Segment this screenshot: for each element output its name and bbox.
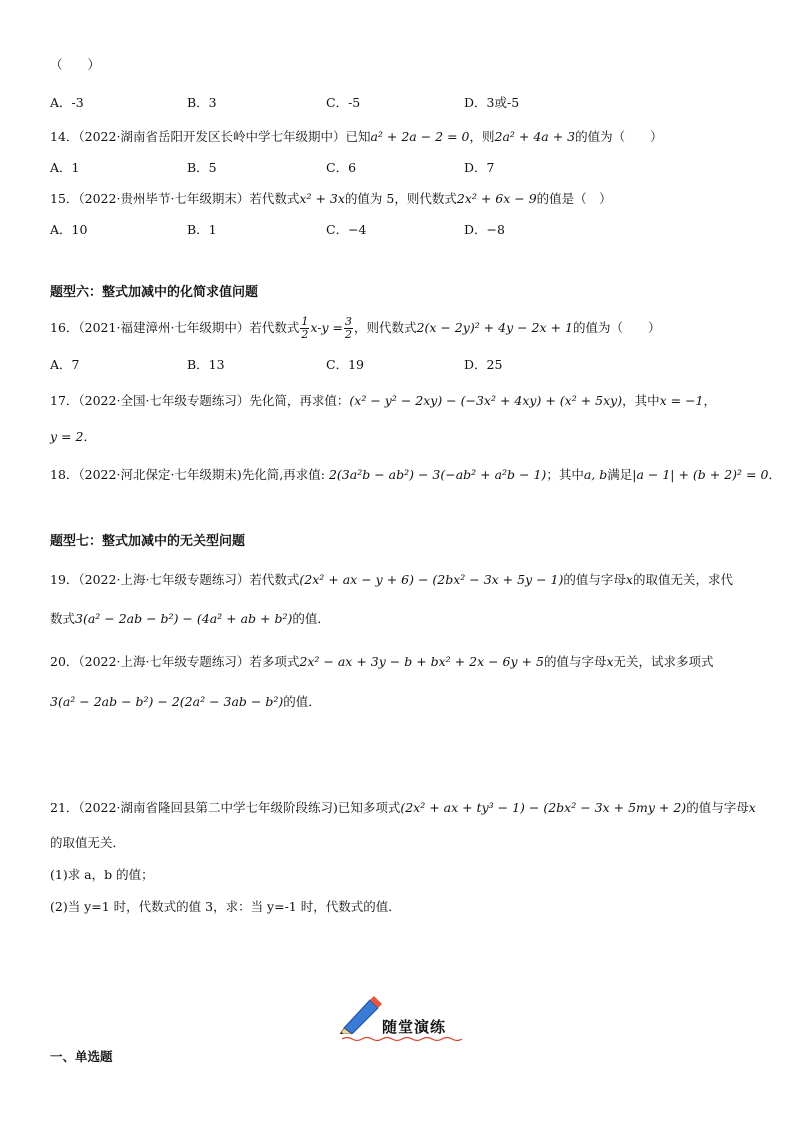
q20-suffix: 无关，试求多项式	[613, 654, 714, 669]
q21-prefix: 21．（2022·湖南省隆回县第二中学七年级阶段练习)已知多项式	[50, 800, 401, 815]
q17-cond1: x = −1	[659, 393, 704, 408]
q15-option-c: C．−4	[326, 222, 367, 237]
q21-mid: 的值与字母	[686, 800, 749, 815]
q14-expr2: 2a² + 4a + 3	[494, 129, 576, 144]
q19-mid: 的值与字母	[563, 572, 626, 587]
banner-underline	[342, 1036, 462, 1042]
q20-var: x	[606, 654, 614, 669]
q14-mid: ，则	[469, 129, 495, 144]
q15-option-a: A．10	[50, 222, 88, 237]
q14-option-b: B．5	[187, 160, 217, 175]
q15-mid: 的值为 5，则代数式	[344, 191, 457, 206]
q15-expr1: x² + 3x	[299, 191, 345, 206]
q17-cond2: y = 2	[50, 429, 84, 444]
q15-prefix: 15．（2022·贵州毕节·七年级期末）若代数式	[50, 191, 300, 206]
q20-stem-line2	[50, 693, 321, 711]
q16-frac2-den: 2	[344, 328, 352, 341]
q18-end: ．	[768, 467, 781, 482]
q14-option-c: C．6	[326, 160, 357, 175]
section-single-choice: 一、单选题	[50, 1049, 113, 1064]
q15-option-b: B．1	[187, 222, 217, 237]
q21-sub2: (2)当 y=1 时，代数式的值 3，求：当 y=-1 时，代数式的值．	[50, 899, 401, 914]
q16-suffix: 的值为（ ）	[572, 320, 661, 335]
q13-option-c: C．-5	[326, 95, 361, 110]
q16-mid: ，则代数式	[353, 320, 417, 335]
q19-line2-prefix: 数式	[50, 611, 76, 626]
q19-stem-line2	[50, 610, 330, 628]
q13-option-d: D．3或-5	[464, 95, 520, 110]
q15-stem	[50, 190, 612, 208]
q16-option-c: C．19	[326, 357, 364, 372]
q16-fraction-2	[344, 316, 353, 341]
q21-stem	[50, 799, 756, 817]
q13-option-a: A．-3	[50, 95, 84, 110]
q19-line2-suffix: 的值．	[292, 611, 330, 626]
q15-suffix: 的值是（ ）	[536, 191, 612, 206]
q18-cond-text: 满足	[607, 467, 633, 482]
q17-mid: ，其中	[622, 393, 660, 408]
q16-stem	[50, 314, 660, 342]
q16-option-a: A．7	[50, 357, 80, 372]
q21-expr: (2x² + ax + ty³ − 1) − (2bx² − 3x + 5my + 2)	[400, 800, 687, 815]
q16-prefix: 16．（2021·福建漳州·七年级期中）若代数式	[50, 320, 300, 335]
q17-expr: (x² − y² − 2xy) − (−3x² + 4xy) + (x² + 5xy)	[349, 393, 623, 408]
q19-expr1: (2x² + ax − y + 6) − (2bx² − 3x + 5y − 1)	[299, 572, 564, 587]
q17-stem	[50, 392, 716, 410]
q19-prefix: 19．（2022·上海·七年级专题练习）若代数式	[50, 572, 300, 587]
q19-suffix: 的取值无关，求代	[632, 572, 733, 587]
q15-option-d: D．−8	[464, 222, 505, 237]
heading-type-6: 题型六：整式加减中的化简求值问题	[50, 285, 259, 300]
q20-prefix: 20．（2022·上海·七年级专题练习）若多项式	[50, 654, 300, 669]
pencil-icon	[336, 994, 382, 1034]
q21-sub1: (1)求 a，b 的值；	[50, 867, 154, 882]
q19-expr2: 3(a² − 2ab − b²) − (4a² + ab + b²)	[75, 611, 293, 626]
q16-expr-mid: x-y =	[310, 320, 343, 335]
q14-suffix: 的值为（ ）	[575, 129, 663, 144]
q14-expr1: a² + 2a − 2 = 0	[370, 129, 470, 144]
q16-option-d: D．25	[464, 357, 503, 372]
q18-cond: |a − 1| + (b + 2)² = 0	[632, 467, 769, 482]
q14-option-d: D．7	[464, 160, 495, 175]
q21-var: x	[748, 800, 756, 815]
q18-stem	[50, 466, 781, 484]
q20-expr1: 2x² − ax + 3y − b + bx² + 2x − 6y + 5	[299, 654, 544, 669]
top-paren: （ ）	[50, 57, 101, 72]
q14-stem	[50, 128, 663, 146]
q17-end: ．	[83, 429, 96, 444]
q17-stem-line2	[50, 428, 96, 446]
q18-vars: a, b	[583, 467, 608, 482]
q16-frac1-den: 2	[301, 328, 309, 341]
q17-comma: ，	[703, 393, 717, 408]
heading-type-7: 题型七：整式加减中的无关型问题	[50, 534, 246, 549]
q20-mid: 的值与字母	[543, 654, 607, 669]
q18-prefix: 18．（2022·河北保定·七年级期末)先化简,再求值:	[50, 467, 325, 482]
q14-option-a: A．1	[50, 160, 80, 175]
q16-frac1-num: 1	[301, 315, 309, 328]
q14-prefix: 14．（2022·湖南省岳阳开发区长岭中学七年级期中）已知	[50, 129, 371, 144]
q19-var: x	[625, 572, 633, 587]
q13-option-b: B．3	[187, 95, 217, 110]
q16-fraction-1	[300, 316, 309, 341]
banner-title: 随堂演练	[382, 1018, 447, 1036]
q18-mid: ；其中	[546, 467, 584, 482]
q21-stem-line2: 的取值无关．	[50, 835, 126, 850]
q16-frac2-num: 3	[344, 315, 352, 328]
q17-prefix: 17．（2022·全国·七年级专题练习）先化简，再求值：	[50, 393, 350, 408]
q20-expr2: 3(a² − 2ab − b²) − 2(2a² − 3ab − b²)	[50, 694, 284, 709]
q16-option-b: B．13	[187, 357, 225, 372]
q18-expr: 2(3a²b − ab²) − 3(−ab² + a²b − 1)	[328, 467, 547, 482]
q20-stem	[50, 653, 714, 671]
q20-line2-suffix: 的值．	[283, 694, 321, 709]
q15-expr2: 2x² + 6x − 9	[456, 191, 537, 206]
q16-expr2: 2(x − 2y)² + 4y − 2x + 1	[416, 320, 573, 335]
q19-stem	[50, 571, 733, 589]
